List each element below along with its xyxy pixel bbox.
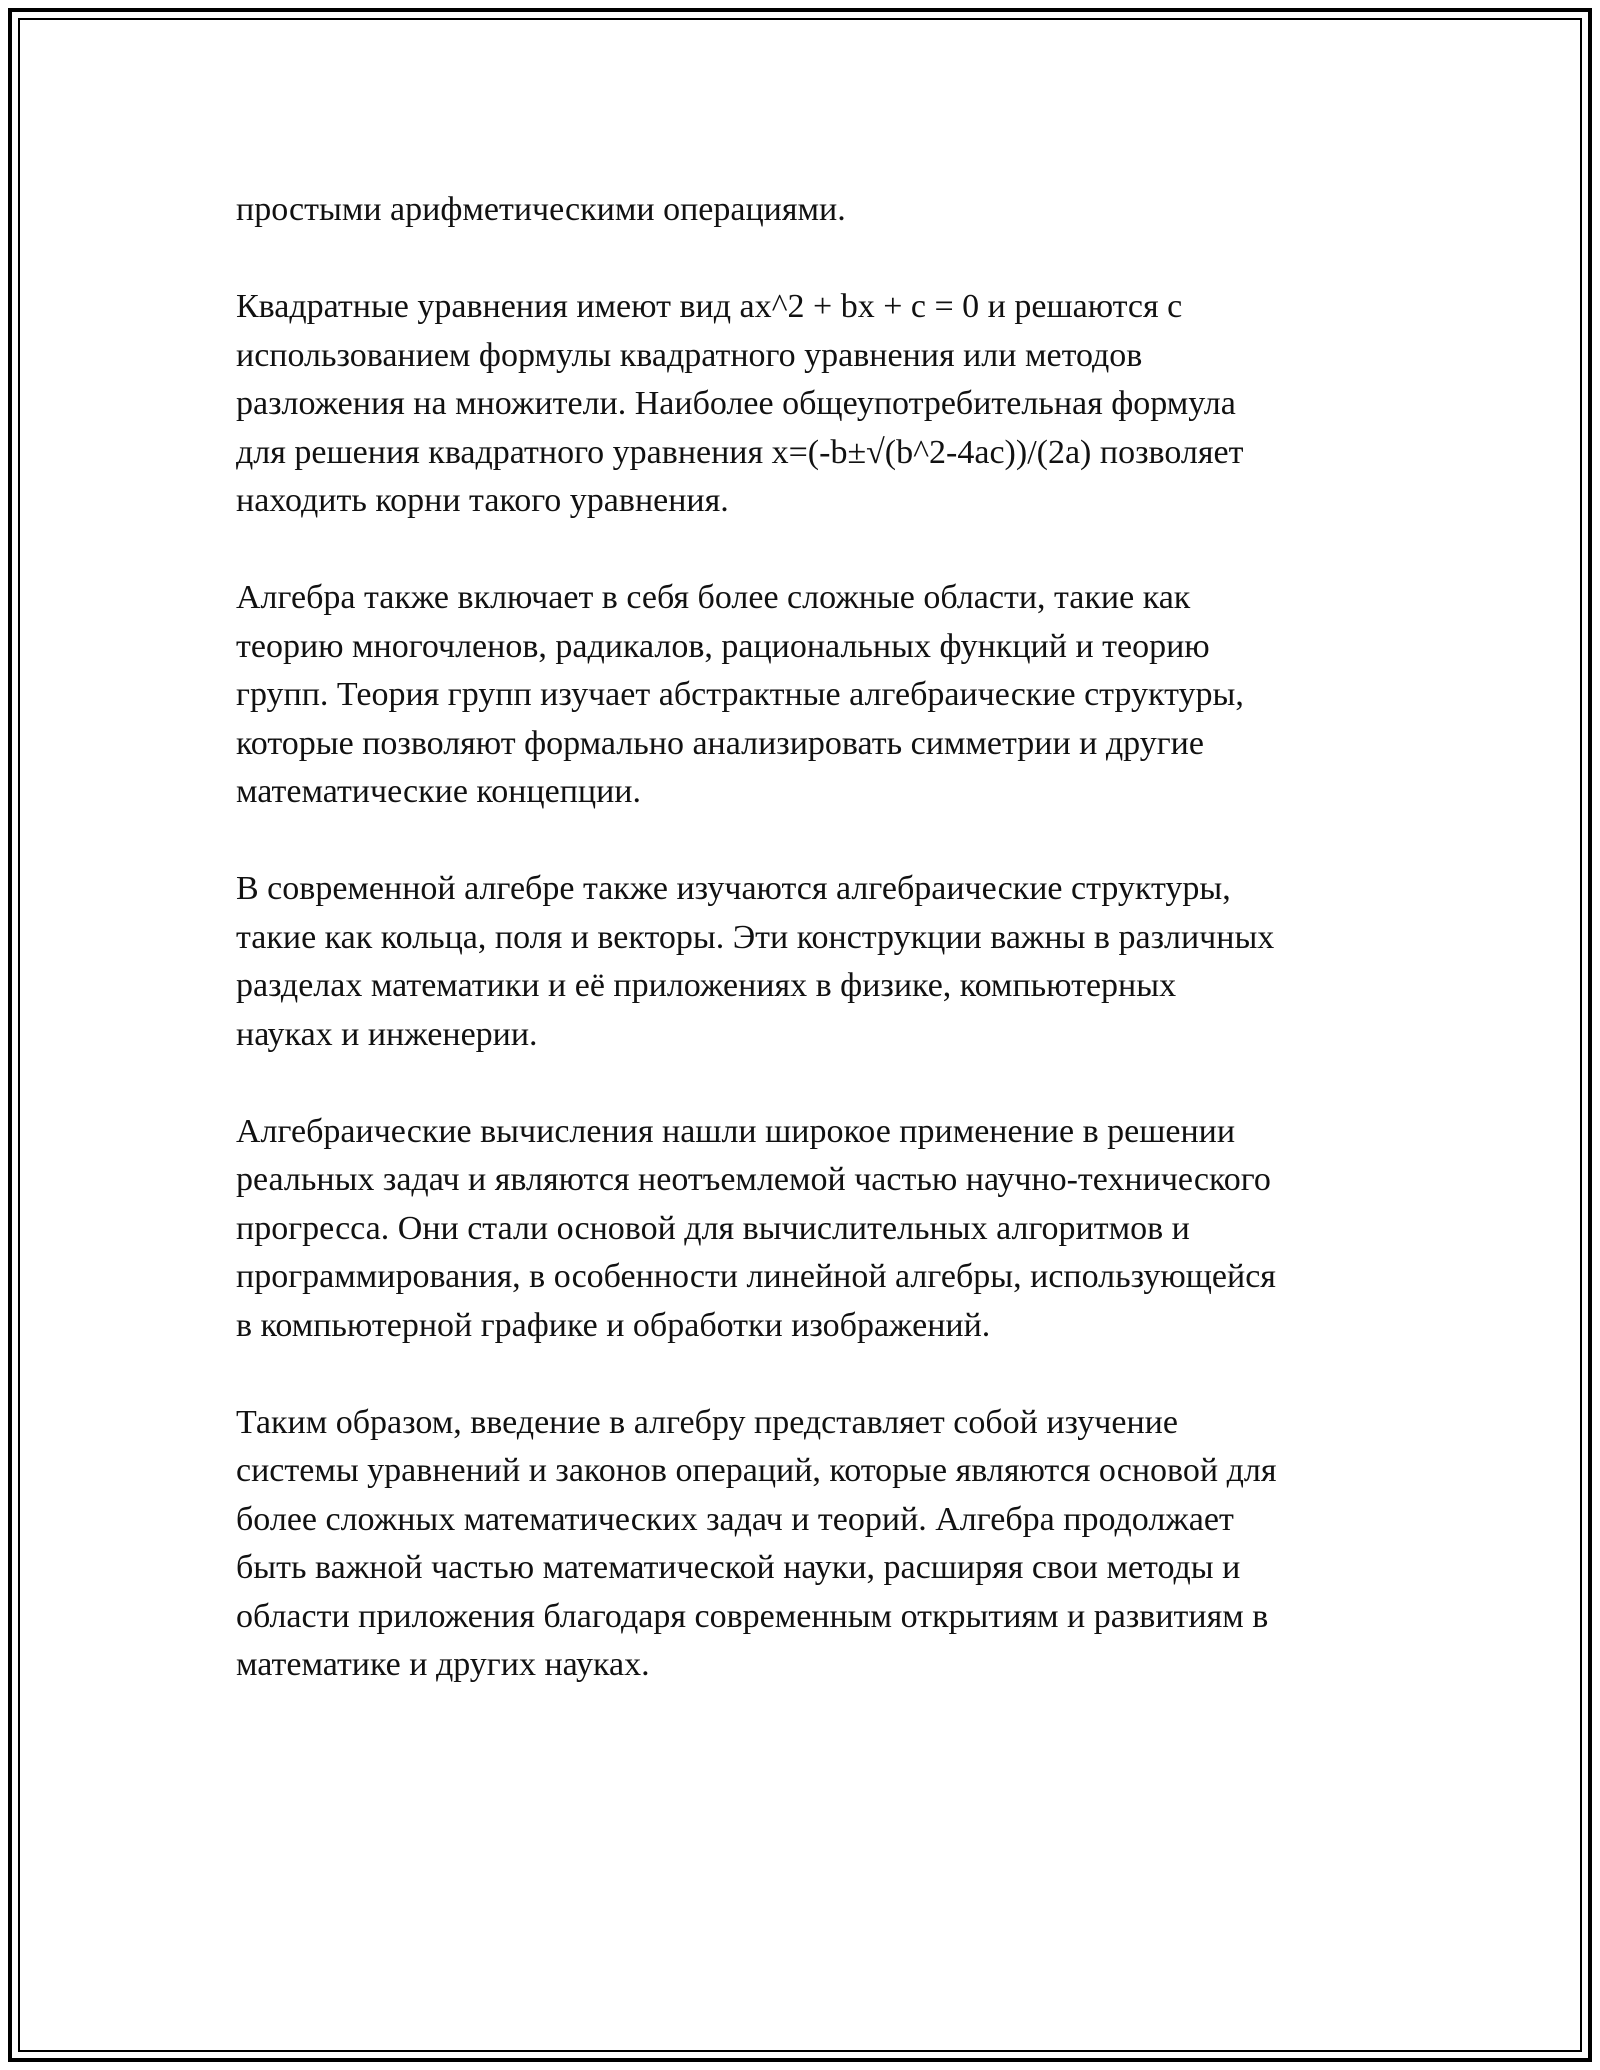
paragraph-5 [236,1108,1366,1351]
document-body [236,186,1366,1738]
paragraph-line: программирования, в особенности линейной алгебры, использующейся [236,1258,1276,1295]
paragraph-line: науках и инженерии. [236,1015,538,1053]
paragraph-line: системы уравнений и законов операций, которые являются основой для [236,1452,1277,1489]
paragraph-line: разделах математики и её приложениях в физике, компьютерных [236,967,1177,1004]
paragraph-line: математические концепции. [236,773,641,810]
paragraph-6 [236,1399,1366,1690]
paragraph-line: в компьютерной графике и обработки изображений. [236,1306,991,1344]
paragraph-line: Таким образом, введение в алгебру представляет собой изучение [236,1403,1178,1441]
paragraph-line: теорию многочленов, радикалов, рациональных функций и теорию [236,627,1210,665]
paragraph-line: математике и других науках. [236,1646,650,1683]
paragraph-3 [236,574,1366,817]
paragraph-4 [236,865,1366,1059]
paragraph-line: такие как кольца, поля и векторы. Эти конструкции важны в различных [236,918,1275,956]
paragraph-line: прогресса. Они стали основой для вычислительных алгоритмов и [236,1209,1190,1247]
paragraph-line: простыми арифметическими операциями. [236,191,846,228]
paragraph-line: более сложных математических задач и теорий. Алгебра продолжает [236,1500,1234,1538]
paragraph-line: быть важной частью математической науки, расширяя свои методы и [236,1549,1241,1586]
paragraph-line: области приложения благодаря современным открытиям и развитиям в [236,1597,1269,1635]
paragraph-line: Квадратные уравнения имеют вид ax^2 + bx + c = 0 и решаются с [236,288,1183,325]
paragraph-line: использованием формулы квадратного уравнения или методов [236,336,1143,374]
paragraph-line: разложения на множители. Наиболее общеупотребительная формула [236,385,1236,422]
paragraph-1 [236,186,1366,235]
paragraph-line: для решения квадратного уравнения x=(-b±√(b^2-4ac))/(2a) позволяет [236,433,1244,471]
paragraph-line: находить корни такого уравнения. [236,482,729,519]
paragraph-line: В современной алгебре также изучаются алгебраические структуры, [236,870,1231,907]
paragraph-line: Алгебраические вычисления нашли широкое применение в решении [236,1112,1236,1150]
paragraph-line: групп. Теория групп изучает абстрактные алгебраические структуры, [236,676,1244,713]
paragraph-2 [236,283,1366,526]
paragraph-line: которые позволяют формально анализировать симметрии и другие [236,724,1204,762]
paragraph-line: Алгебра также включает в себя более сложные области, такие как [236,579,1191,616]
paragraph-line: реальных задач и являются неотъемлемой частью научно-технического [236,1161,1271,1198]
